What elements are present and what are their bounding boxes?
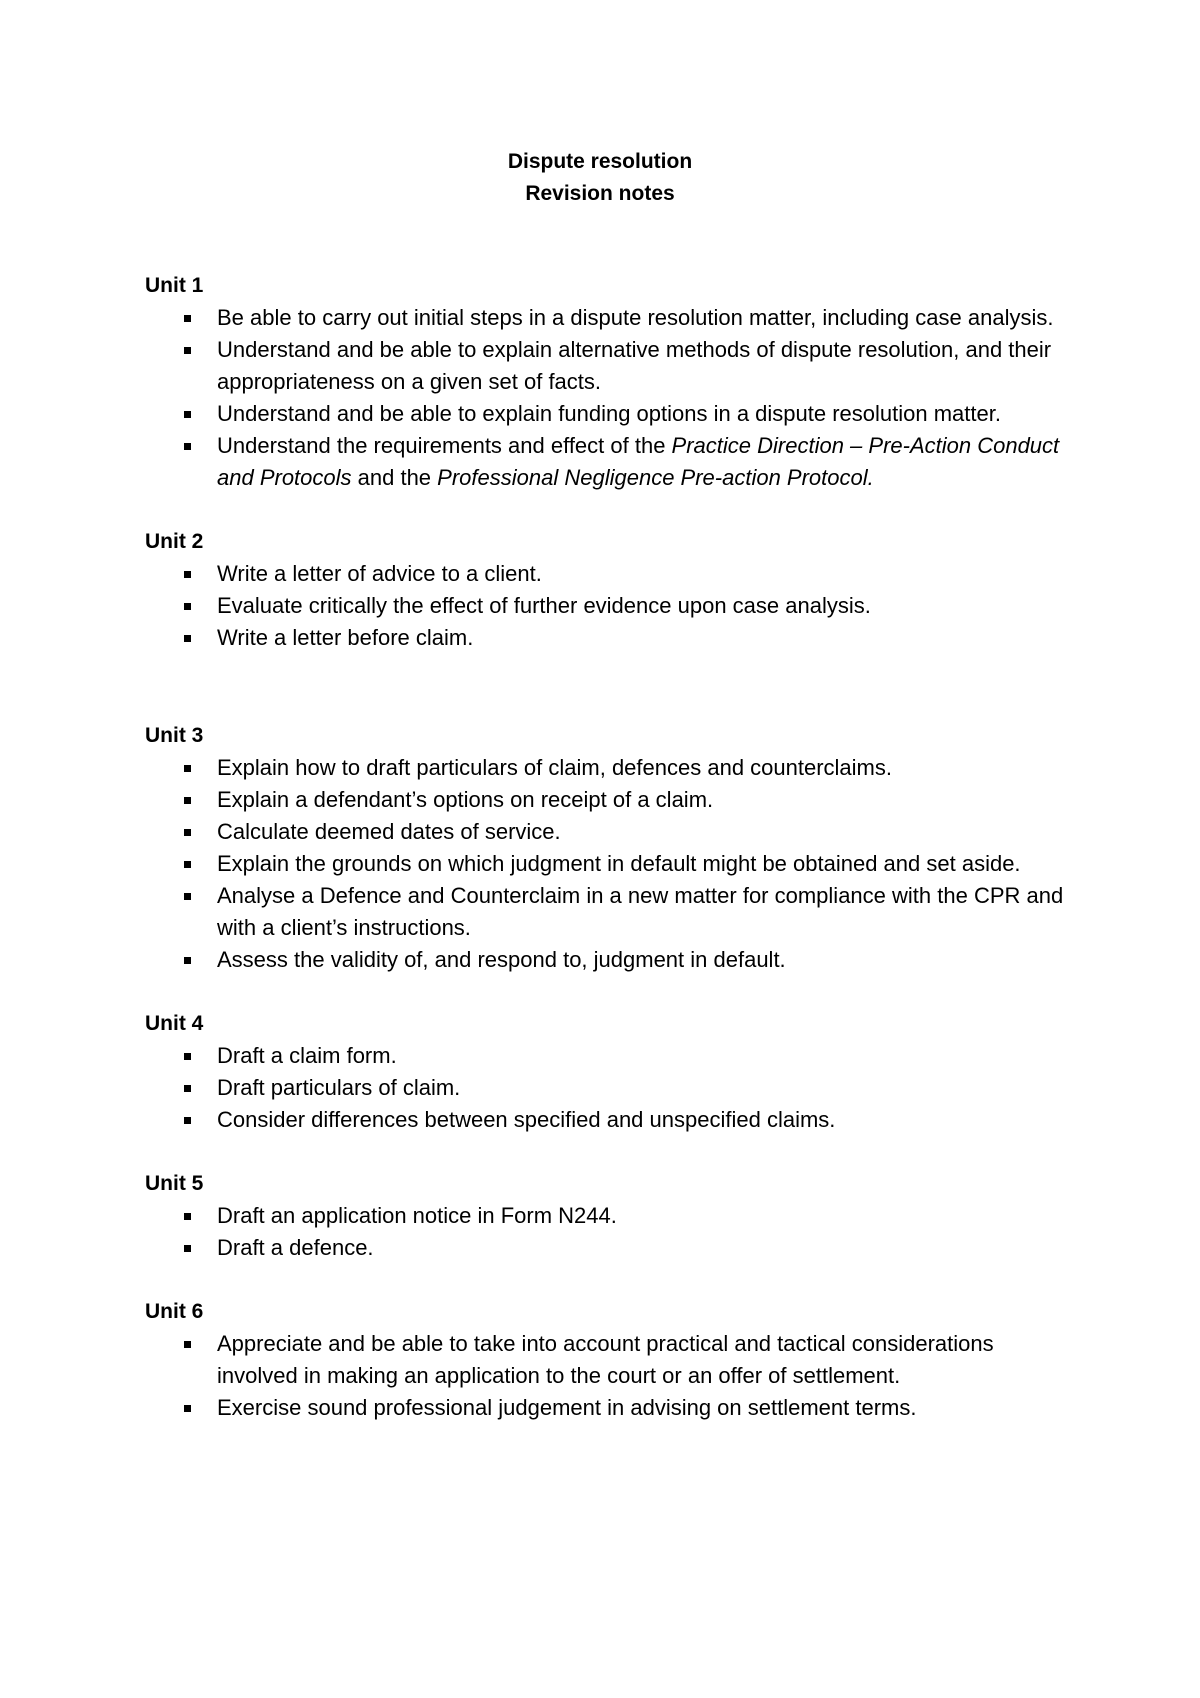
list-item (145, 302, 1065, 334)
section-spacer (145, 976, 1065, 1008)
square-bullet-icon (184, 1341, 191, 1348)
square-bullet-icon (184, 411, 191, 418)
list-item-italic-text: Practice Direction – Pre-Action Conduct and Protocols (217, 433, 1060, 490)
list-item-text: and the (351, 465, 438, 490)
unit-heading: Unit 6 (145, 1300, 204, 1323)
list-item-text: Explain how to draft particulars of claim, defences and counterclaims. (217, 755, 892, 780)
unit-item-list (145, 1040, 1065, 1136)
list-item-text: Exercise sound professional judgement in advising on settlement terms. (217, 1395, 917, 1420)
list-item (145, 334, 1065, 398)
list-item (145, 944, 1065, 976)
list-item (145, 752, 1065, 784)
unit-section (145, 720, 1065, 976)
list-item-text: Evaluate critically the effect of further evidence upon case analysis. (217, 593, 871, 618)
unit-item-list (145, 752, 1065, 976)
square-bullet-icon (184, 1213, 191, 1220)
list-item-text: Appreciate and be able to take into account practical and tactical considerations involved in making an application to the court or an offer of settlement. (217, 1331, 994, 1388)
unit-heading: Unit 5 (145, 1172, 204, 1195)
list-item (145, 1328, 1065, 1392)
square-bullet-icon (184, 829, 191, 836)
square-bullet-icon (184, 1085, 191, 1092)
square-bullet-icon (184, 1405, 191, 1412)
document-title: Dispute resolution (507, 150, 693, 173)
square-bullet-icon (184, 603, 191, 610)
unit-item-list (145, 302, 1065, 494)
list-item-text: Draft an application notice in Form N244. (217, 1203, 617, 1228)
section-spacer (145, 654, 1065, 720)
list-item-text: Write a letter before claim. (217, 625, 474, 650)
list-item (145, 430, 1065, 494)
list-item-text: Analyse a Defence and Counterclaim in a new matter for compliance with the CPR and with a client’s instructions. (217, 883, 1064, 940)
unit-heading: Unit 4 (145, 1012, 204, 1035)
list-item-text: Explain the grounds on which judgment in default might be obtained and set aside. (217, 851, 1021, 876)
list-item (145, 1232, 1065, 1264)
unit-section (145, 1008, 1065, 1136)
units-container (145, 270, 1065, 1424)
list-item (145, 1200, 1065, 1232)
title-block (0, 146, 1200, 210)
square-bullet-icon (184, 1117, 191, 1124)
section-spacer (145, 1136, 1065, 1168)
square-bullet-icon (184, 347, 191, 354)
list-item (145, 816, 1065, 848)
list-item (145, 880, 1065, 944)
list-item-text: Be able to carry out initial steps in a dispute resolution matter, including case analysis. (217, 305, 1054, 330)
unit-heading: Unit 1 (145, 274, 204, 297)
list-item (145, 590, 1065, 622)
list-item-italic-text: Professional Negligence Pre-action Protocol. (437, 465, 874, 490)
unit-item-list (145, 558, 1065, 654)
list-item (145, 784, 1065, 816)
square-bullet-icon (184, 635, 191, 642)
list-item (145, 848, 1065, 880)
list-item-text: Explain a defendant’s options on receipt of a claim. (217, 787, 714, 812)
unit-heading: Unit 3 (145, 724, 204, 747)
section-spacer (145, 494, 1065, 526)
unit-section (145, 1168, 1065, 1264)
square-bullet-icon (184, 893, 191, 900)
list-item (145, 1104, 1065, 1136)
list-item-text: Write a letter of advice to a client. (217, 561, 542, 586)
document-subtitle: Revision notes (525, 182, 675, 205)
square-bullet-icon (184, 861, 191, 868)
square-bullet-icon (184, 957, 191, 964)
section-spacer (145, 1264, 1065, 1296)
square-bullet-icon (184, 443, 191, 450)
square-bullet-icon (184, 571, 191, 578)
unit-section (145, 1296, 1065, 1424)
square-bullet-icon (184, 797, 191, 804)
list-item (145, 1392, 1065, 1424)
unit-item-list (145, 1200, 1065, 1264)
list-item (145, 1072, 1065, 1104)
unit-heading: Unit 2 (145, 530, 204, 553)
unit-section (145, 526, 1065, 654)
square-bullet-icon (184, 1245, 191, 1252)
list-item-text: Draft particulars of claim. (217, 1075, 461, 1100)
list-item (145, 1040, 1065, 1072)
list-item (145, 398, 1065, 430)
list-item (145, 622, 1065, 654)
list-item-text: Understand and be able to explain alternative methods of dispute resolution, and their appropriateness on a given set of facts. (217, 337, 1052, 394)
square-bullet-icon (184, 1053, 191, 1060)
square-bullet-icon (184, 765, 191, 772)
list-item-text: Draft a claim form. (217, 1043, 397, 1068)
list-item-text: Understand the requirements and effect of the (217, 433, 672, 458)
list-item (145, 558, 1065, 590)
list-item-text: Understand and be able to explain funding options in a dispute resolution matter. (217, 401, 1001, 426)
unit-item-list (145, 1328, 1065, 1424)
list-item-text: Assess the validity of, and respond to, judgment in default. (217, 947, 786, 972)
list-item-text: Draft a defence. (217, 1235, 374, 1260)
square-bullet-icon (184, 315, 191, 322)
unit-section (145, 270, 1065, 494)
list-item-text: Consider differences between specified and unspecified claims. (217, 1107, 836, 1132)
list-item-text: Calculate deemed dates of service. (217, 819, 561, 844)
